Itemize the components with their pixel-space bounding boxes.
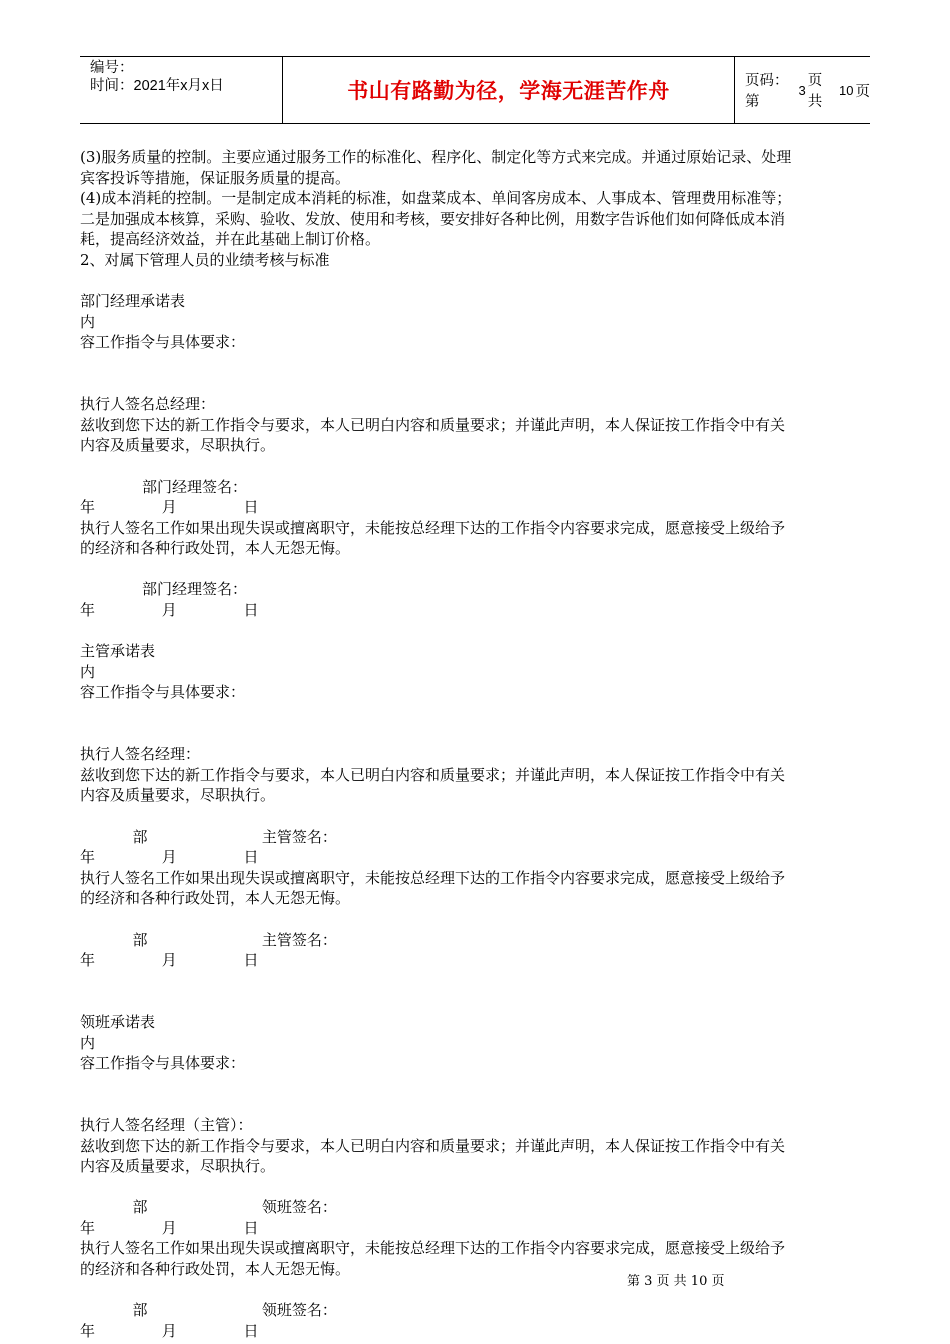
text-line: 执行人签名总经理： <box>80 395 216 414</box>
text-line: 年 月 日 <box>80 1218 259 1237</box>
blank-line <box>80 703 872 724</box>
document-header <box>80 56 870 124</box>
text-line: 宾客投诉等措施，保证服务质量的提高。 <box>80 168 351 187</box>
text-line: 主管承诺表 <box>80 642 156 661</box>
text-line: 容工作指令与具体要求： <box>80 333 246 352</box>
text-line: 部 主管签名： <box>80 930 337 949</box>
text-line: 执行人签名经理： <box>80 745 201 764</box>
text-line: 年 月 日 <box>80 498 259 517</box>
text-line: 兹收到您下达的新工作指令与要求，本人已明白内容和质量要求；并谨此声明，本人保证按工作指令中有关 <box>80 765 786 784</box>
header-motto: 书山有路勤为径，学海无涯苦作舟 <box>283 57 735 123</box>
blank-line <box>80 374 872 395</box>
text-line: 兹收到您下达的新工作指令与要求，本人已明白内容和质量要求；并谨此声明，本人保证按工作指令中有关 <box>80 415 786 434</box>
blank-line <box>80 621 872 642</box>
text-line: 部门经理签名： <box>80 580 247 599</box>
text-line: 2、对属下管理人员的业绩考核与标准 <box>80 250 330 269</box>
text-line: 部门经理签名： <box>80 477 247 496</box>
text-line: 领班承诺表 <box>80 1012 156 1031</box>
blank-line <box>80 1177 872 1198</box>
blank-line <box>80 1280 872 1301</box>
text-line: 内容及质量要求，尽职执行。 <box>80 786 276 805</box>
text-line: 部 领班签名： <box>80 1198 337 1217</box>
text-line: 容工作指令与具体要求： <box>80 1054 246 1073</box>
page-suffix: 页 <box>855 83 870 100</box>
blank-line <box>80 971 872 992</box>
blank-line <box>80 271 872 292</box>
text-line: 的经济和各种行政处罚，本人无怨无悔。 <box>80 1260 351 1279</box>
text-line: 耗，提高经济效益，并在此基础上制订价格。 <box>80 230 381 249</box>
text-line: 内 <box>80 1033 96 1052</box>
text-line: 年 月 日 <box>80 1321 259 1340</box>
text-line: 的经济和各种行政处罚，本人无怨无悔。 <box>80 889 351 908</box>
text-line: (3)服务质量的控制。主要应通过服务工作的标准化、程序化、制定化等方式来完成。并通过原始记录、处理 <box>80 148 792 166</box>
text-line: 部 主管签名： <box>80 827 337 846</box>
text-line: 内 <box>80 312 96 331</box>
page-footer: 第 3 页 共 10 页 <box>627 1274 725 1289</box>
text-line: 二是加强成本核算，采购、验收、发放、使用和考核，要安排好各种比例，用数字告诉他们如何降低成本消 <box>80 209 786 228</box>
text-line: (4)成本消耗的控制。一是制定成本消耗的标准，如盘菜成本、单间客房成本、人事成本、管理费用标准等； <box>80 189 792 208</box>
blank-line <box>80 991 872 1012</box>
text-line: 内 <box>80 662 96 681</box>
blank-line <box>80 909 872 930</box>
text-line: 执行人签名工作如果出现失误或擅离职守，未能按总经理下达的工作指令内容要求完成，愿意接受上级给予 <box>80 1239 786 1258</box>
text-line: 容工作指令与具体要求： <box>80 683 246 702</box>
blank-line <box>80 353 872 374</box>
text-line: 执行人签名工作如果出现失误或擅离职守，未能按总经理下达的工作指令内容要求完成，愿意接受上级给予 <box>80 868 786 887</box>
text-line: 内容及质量要求，尽职执行。 <box>80 1157 276 1176</box>
blank-line <box>80 724 872 745</box>
text-line: 部 领班签名： <box>80 1301 337 1320</box>
text-line: 年 月 日 <box>80 951 259 970</box>
header-page-info <box>735 57 870 123</box>
text-line: 年 月 日 <box>80 848 259 867</box>
text-line: 年 月 日 <box>80 601 259 620</box>
text-line: 内容及质量要求，尽职执行。 <box>80 436 276 455</box>
page-prefix: 页码：第 <box>745 73 789 110</box>
blank-line <box>80 1094 872 1115</box>
blank-line <box>80 559 872 580</box>
blank-line <box>80 1074 872 1095</box>
page-current: 3 <box>798 82 806 98</box>
text-line: 兹收到您下达的新工作指令与要求，本人已明白内容和质量要求；并谨此声明，本人保证按工作指令中有关 <box>80 1136 786 1155</box>
text-line: 执行人签名经理（主管）： <box>80 1115 253 1134</box>
document-body <box>80 147 872 1341</box>
text-line: 执行人签名工作如果出现失误或擅离职守，未能按总经理下达的工作指令内容要求完成，愿意接受上级给予 <box>80 518 786 537</box>
text-line: 部门经理承诺表 <box>80 292 186 311</box>
page-mid: 页 共 <box>807 73 823 110</box>
blank-line <box>80 806 872 827</box>
header-meta-cell <box>80 57 283 123</box>
page-total: 10 <box>839 82 854 98</box>
text-line: 的经济和各种行政处罚，本人无怨无悔。 <box>80 539 351 558</box>
document-time: 时间：2021年x月x日 <box>90 78 224 94</box>
document-number-label: 编号： <box>90 60 134 76</box>
blank-line <box>80 456 872 477</box>
